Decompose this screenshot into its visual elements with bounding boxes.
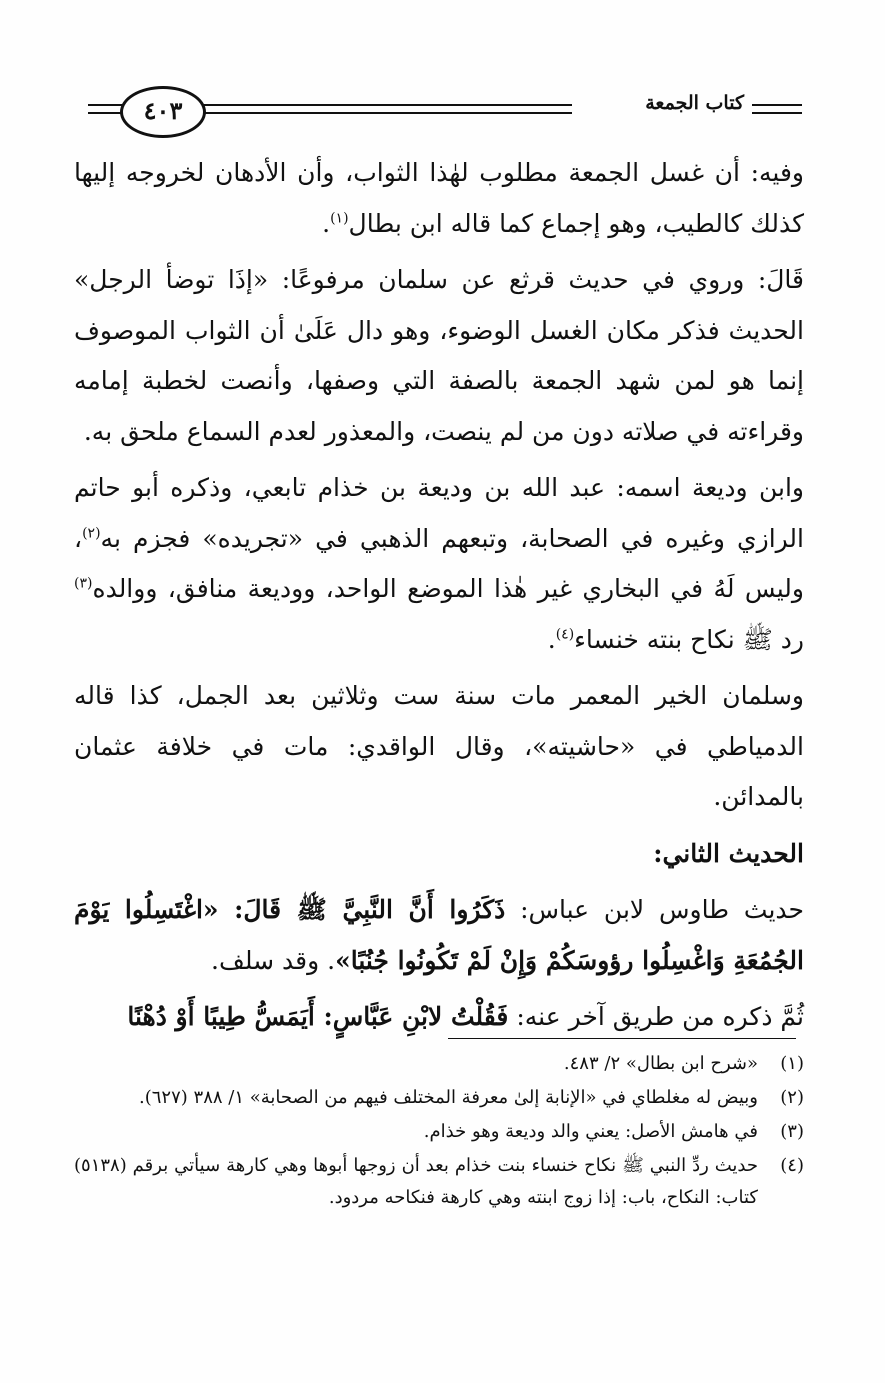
paragraph-text: حديث طاوس لابن عباس:: [505, 895, 804, 924]
footnote-separator: [448, 1038, 796, 1039]
main-text: [74, 148, 804, 1049]
page-number: ٤٠٣: [120, 86, 206, 138]
paragraph-text: .: [547, 624, 556, 654]
footnote-text: «شرح ابن بطال» ٢/ ٤٨٣.: [563, 1053, 758, 1074]
footnote: [74, 1116, 804, 1148]
footnote-ref: (٢): [82, 525, 101, 542]
footnote: [74, 1082, 804, 1114]
header-rule: [752, 104, 802, 106]
paragraph-text: . وقد سلف.: [211, 945, 336, 975]
header-rule: [192, 104, 572, 106]
footnote-text: في هامش الأصل: يعني والد وديعة وهو خذام.: [423, 1121, 758, 1142]
footnote-ref: (١): [330, 210, 349, 227]
footnote-number: (٤): [780, 1155, 804, 1176]
paragraph-text: وفيه: أن غسل الجمعة مطلوب لهٰذا الثواب، وأن الأدهان لخروجه إليها كذلك كالطيب، وهو إجماع كما قاله ابن بطال: [74, 158, 804, 238]
footnote-number: (٢): [780, 1087, 804, 1108]
header-rule: [752, 112, 802, 114]
paragraph: قَالَ: وروي في حديث قرثع عن سلمان مرفوعًا: «إذَا توضأ الرجل» الحديث فذكر مكان الغسل الوضوء، وهو دال عَلَىٰ أن الثواب الموصوف إنما هو لمن شهد الجمعة بالصفة التي وصفها، وأنصت لخطبة إمامه وقراءته في صلاته دون من لم ينصت، والمعذور لعدم السماع ملحق به.: [74, 265, 804, 446]
page-header: [80, 84, 802, 138]
paragraph-text: ، وليس لَهُ في البخاري غير هٰذا الموضع الواحد، ووديعة منافق، ووالده: [74, 523, 804, 603]
paragraph: [74, 885, 804, 986]
running-title: كتاب الجمعة: [645, 92, 744, 114]
paragraph-text: .: [322, 208, 331, 238]
hadith-quote: فَقُلْتُ لابْنِ عَبَّاسٍ: أَيَمَسُّ طِيبًا أَوْ دُهْنًا: [127, 1002, 509, 1031]
paragraph-text: رد ﷺ نكاح بنته خنساء: [574, 624, 804, 654]
paragraph-text: وابن وديعة اسمه: عبد الله بن وديعة بن خذام تابعي، وذكره أبو حاتم الرازي وغيره في الصحابة، وتبعهم الذهبي في «تجريده» فجزم به: [74, 473, 804, 553]
paragraph: [74, 148, 804, 249]
footnote: [74, 1048, 804, 1080]
footnote: [74, 1150, 804, 1214]
footnote-ref: (٣): [74, 575, 93, 592]
paragraph: وسلمان الخير المعمر مات سنة ست وثلاثين بعد الجمل، كذا قاله الدمياطي في «حاشيته»، وقال الواقدي: مات في خلافة عثمان بالمدائن.: [74, 681, 804, 811]
footnote-text: حديث ردِّ النبي ﷺ نكاح خنساء بنت خذام بعد أن زوجها أبوها وهي كارهة سيأتي برقم (٥١٣٨) كتاب: النكاح، باب: إذا زوج ابنته وهي كارهة فنكاحه مردود.: [74, 1155, 758, 1208]
footnote-ref: (٤): [555, 626, 575, 643]
hadith-quote: ذَكَرُوا أَنَّ النَّبِيَّ ﷺ قَالَ: «اغْتَسِلُوا يَوْمَ الجُمُعَةِ وَاغْسِلُوا رؤوسَكُمْ وَإِنْ لَمْ تَكُونُوا جُنُبًا»: [74, 895, 804, 975]
footnote-number: (٣): [780, 1121, 804, 1142]
paragraph: [74, 992, 804, 1043]
section-heading: الحديث الثاني:: [653, 838, 804, 868]
paragraph-text: ثُمَّ ذكره من طريق آخر عنه:: [508, 1002, 804, 1031]
footnotes: [74, 1048, 804, 1216]
footnote-number: (١): [780, 1053, 804, 1074]
header-rule: [192, 112, 572, 114]
footnote-text: وبيض له مغلطاي في «الإنابة إلىٰ معرفة المختلف فيهم من الصحابة» ١/ ٣٨٨ (٦٢٧).: [139, 1087, 758, 1108]
paragraph: [74, 463, 804, 665]
